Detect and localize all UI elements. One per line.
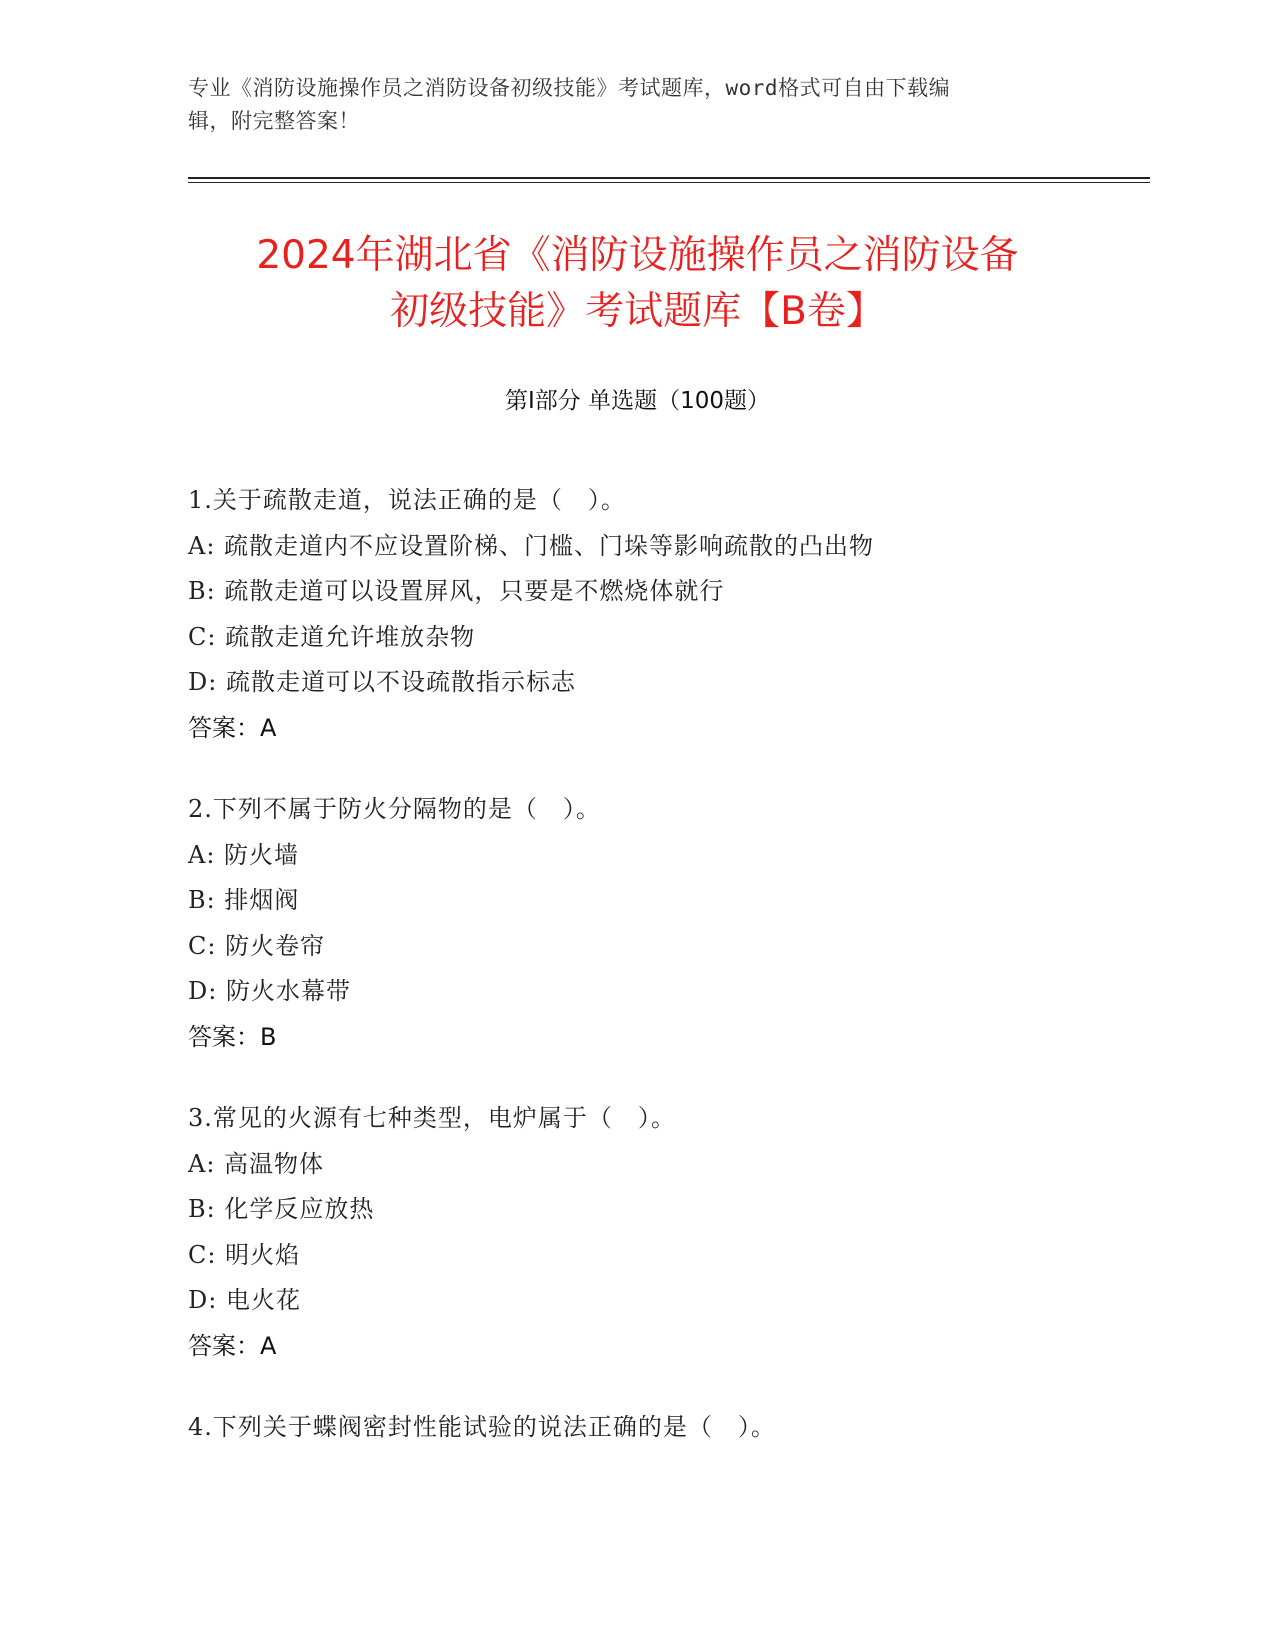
option-d: D: 电火花 [188, 1286, 301, 1314]
question-4 [188, 1405, 1148, 1451]
option-c: C: 防火卷帘 [188, 931, 326, 960]
header-note [188, 72, 1088, 138]
document-title-line-2: 初级技能》考试题库【B卷】 [390, 289, 885, 334]
question-stem: 4.下列关于蝶阀密封性能试验的说法正确的是（ ）。 [188, 1413, 776, 1441]
question-2 [188, 787, 1148, 1060]
option-b: B: 疏散走道可以设置屏风，只要是不燃烧体就行 [188, 577, 725, 605]
answer: 答案：A [188, 713, 277, 742]
option-a: A: 疏散走道内不应设置阶梯、门槛、门垛等影响疏散的凸出物 [188, 531, 875, 560]
section-title: 第Ⅰ部分 单选题（100题） [505, 388, 770, 414]
header-note-line-1: 专业《消防设施操作员之消防设备初级技能》考试题库，word格式可自由下载编 [188, 76, 951, 100]
option-d: D: 疏散走道可以不设疏散指示标志 [188, 668, 576, 696]
header-divider-thick [188, 177, 1150, 179]
document-title-line-1: 2024年湖北省《消防设施操作员之消防设备 [256, 233, 1019, 278]
option-b: B: 排烟阀 [188, 886, 300, 914]
answer: 答案：A [188, 1331, 277, 1360]
question-stem: 1.关于疏散走道，说法正确的是（ ）。 [188, 486, 626, 514]
option-a: A: 高温物体 [188, 1149, 325, 1178]
option-c: C: 疏散走道允许堆放杂物 [188, 622, 476, 651]
question-stem: 3.常见的火源有七种类型，电炉属于（ ）。 [188, 1104, 676, 1132]
option-a: A: 防火墙 [188, 840, 300, 869]
header-divider-thin [188, 182, 1150, 183]
question-3 [188, 1096, 1148, 1369]
header-note-line-2: 辑，附完整答案！ [188, 109, 360, 133]
question-list [188, 478, 1148, 1487]
option-d: D: 防火水幕带 [188, 977, 351, 1005]
question-stem: 2.下列不属于防火分隔物的是（ ）。 [188, 795, 601, 823]
option-c: C: 明火焰 [188, 1240, 301, 1269]
document-title [150, 228, 1125, 340]
option-b: B: 化学反应放热 [188, 1195, 375, 1223]
question-1 [188, 478, 1148, 751]
answer: 答案：B [188, 1022, 277, 1051]
